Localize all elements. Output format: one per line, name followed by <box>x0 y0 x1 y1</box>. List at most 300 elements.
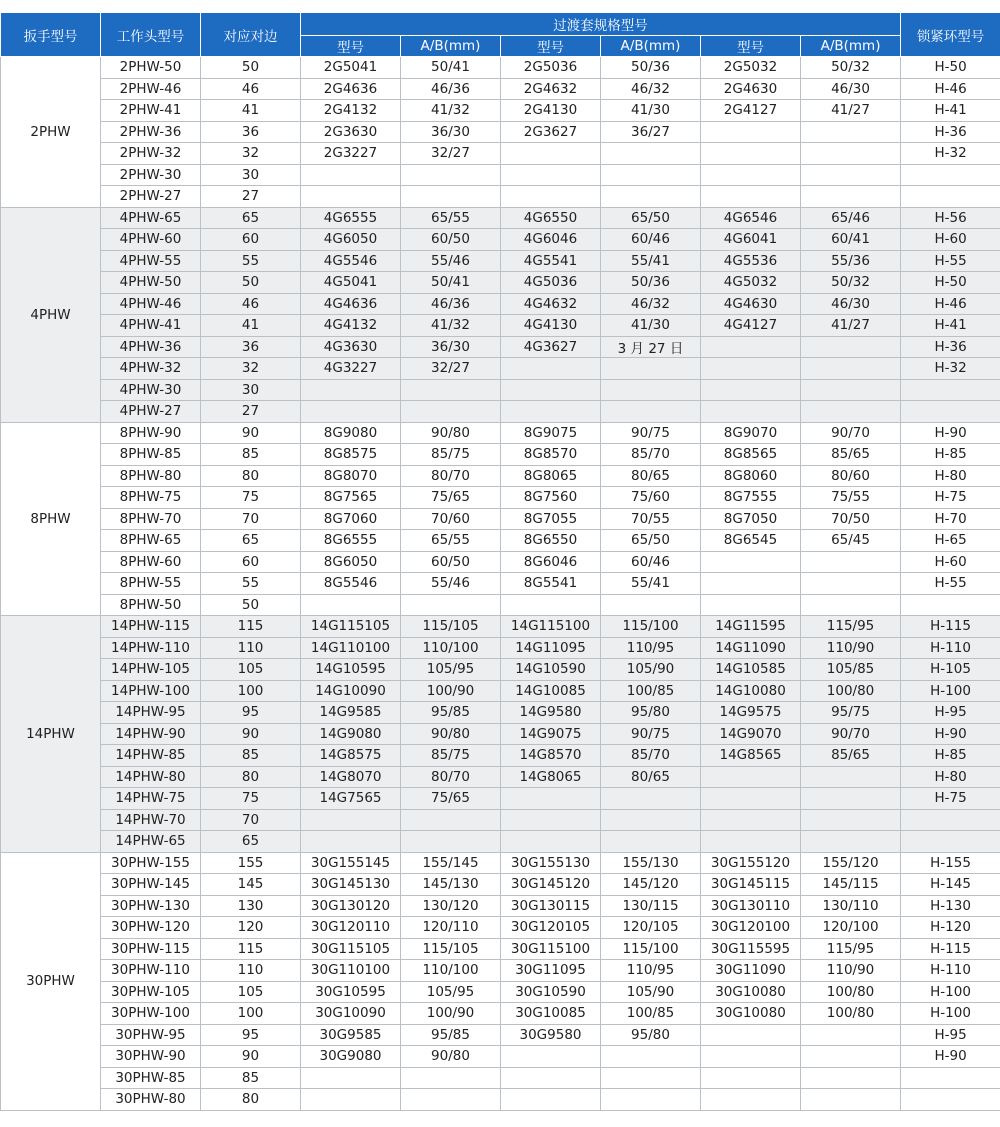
adapter-ab-3-cell <box>801 1067 901 1089</box>
table-row <box>1 250 1000 272</box>
lock-ring-cell: H-100 <box>901 1003 1000 1025</box>
wrench-model-cell: 8PHW <box>1 422 101 616</box>
across-flats-cell: 105 <box>201 981 301 1003</box>
lock-ring-cell <box>901 594 1000 616</box>
head-model-cell: 30PHW-105 <box>101 981 201 1003</box>
adapter-model-1-cell <box>301 164 401 186</box>
across-flats-cell: 85 <box>201 1067 301 1089</box>
lock-ring-cell: H-46 <box>901 293 1000 315</box>
adapter-ab-2-cell: 50/36 <box>601 57 701 79</box>
adapter-ab-2-cell <box>601 164 701 186</box>
adapter-ab-3-cell: 41/27 <box>801 315 901 337</box>
adapter-model-2-cell: 30G11095 <box>501 960 601 982</box>
table-row <box>1 809 1000 831</box>
adapter-ab-1-cell: 50/41 <box>401 272 501 294</box>
across-flats-cell: 36 <box>201 336 301 358</box>
head-model-cell: 14PHW-80 <box>101 766 201 788</box>
adapter-model-2-cell <box>501 379 601 401</box>
table-row <box>1 874 1000 896</box>
table-row <box>1 1024 1000 1046</box>
adapter-model-1-cell: 8G5546 <box>301 573 401 595</box>
adapter-ab-1-cell: 130/120 <box>401 895 501 917</box>
head-model-cell: 8PHW-75 <box>101 487 201 509</box>
table-row <box>1 852 1000 874</box>
adapter-model-1-cell: 30G9585 <box>301 1024 401 1046</box>
adapter-model-1-cell <box>301 594 401 616</box>
lock-ring-cell: H-95 <box>901 702 1000 724</box>
adapter-ab-1-cell <box>401 379 501 401</box>
table-row <box>1 358 1000 380</box>
across-flats-cell: 60 <box>201 229 301 251</box>
lock-ring-cell: H-130 <box>901 895 1000 917</box>
adapter-model-2-cell: 4G6550 <box>501 207 601 229</box>
adapter-ab-2-cell <box>601 1046 701 1068</box>
adapter-ab-1-cell: 55/46 <box>401 250 501 272</box>
across-flats-cell: 80 <box>201 1089 301 1111</box>
adapter-model-2-cell: 4G5541 <box>501 250 601 272</box>
adapter-ab-1-cell <box>401 809 501 831</box>
adapter-model-2-cell: 30G130115 <box>501 895 601 917</box>
lock-ring-cell: H-36 <box>901 336 1000 358</box>
head-model-cell: 30PHW-145 <box>101 874 201 896</box>
head-model-cell: 4PHW-27 <box>101 401 201 423</box>
adapter-model-2-cell: 4G4130 <box>501 315 601 337</box>
across-flats-cell: 120 <box>201 917 301 939</box>
adapter-ab-2-cell <box>601 809 701 831</box>
lock-ring-cell: H-41 <box>901 100 1000 122</box>
adapter-ab-3-cell: 100/80 <box>801 981 901 1003</box>
adapter-model-1-cell: 8G8575 <box>301 444 401 466</box>
lock-ring-cell: H-90 <box>901 1046 1000 1068</box>
head-model-cell: 2PHW-50 <box>101 57 201 79</box>
head-model-cell: 2PHW-41 <box>101 100 201 122</box>
wrench-model-cell: 14PHW <box>1 616 101 853</box>
adapter-ab-3-cell: 90/70 <box>801 422 901 444</box>
head-model-cell: 8PHW-55 <box>101 573 201 595</box>
adapter-model-2-cell: 2G4632 <box>501 78 601 100</box>
adapter-model-1-cell: 14G8070 <box>301 766 401 788</box>
across-flats-cell: 55 <box>201 573 301 595</box>
adapter-model-1-cell: 30G10595 <box>301 981 401 1003</box>
lock-ring-cell: H-36 <box>901 121 1000 143</box>
adapter-ab-1-cell: 36/30 <box>401 336 501 358</box>
adapter-ab-2-cell: 46/32 <box>601 293 701 315</box>
head-model-cell: 2PHW-46 <box>101 78 201 100</box>
adapter-model-3-cell <box>701 788 801 810</box>
table-row <box>1 444 1000 466</box>
head-model-cell: 14PHW-105 <box>101 659 201 681</box>
head-model-cell: 2PHW-27 <box>101 186 201 208</box>
header-head-model: 工作头型号 <box>101 13 201 57</box>
adapter-model-2-cell: 4G6046 <box>501 229 601 251</box>
adapter-model-3-cell: 8G8565 <box>701 444 801 466</box>
adapter-model-3-cell <box>701 831 801 853</box>
adapter-model-3-cell: 8G9070 <box>701 422 801 444</box>
adapter-model-3-cell <box>701 551 801 573</box>
adapter-ab-2-cell: 105/90 <box>601 659 701 681</box>
adapter-ab-1-cell: 115/105 <box>401 938 501 960</box>
adapter-ab-2-cell: 100/85 <box>601 680 701 702</box>
lock-ring-cell: H-75 <box>901 487 1000 509</box>
across-flats-cell: 60 <box>201 551 301 573</box>
adapter-model-3-cell <box>701 164 801 186</box>
across-flats-cell: 85 <box>201 444 301 466</box>
adapter-model-3-cell: 8G7555 <box>701 487 801 509</box>
lock-ring-cell: H-90 <box>901 723 1000 745</box>
table-row <box>1 938 1000 960</box>
wrench-model-cell: 2PHW <box>1 57 101 208</box>
across-flats-cell: 80 <box>201 465 301 487</box>
across-flats-cell: 65 <box>201 831 301 853</box>
adapter-model-3-cell: 14G8565 <box>701 745 801 767</box>
across-flats-cell: 95 <box>201 1024 301 1046</box>
adapter-ab-3-cell: 60/41 <box>801 229 901 251</box>
header-adapter-model-3: 型号 <box>701 36 801 57</box>
adapter-model-1-cell: 30G110100 <box>301 960 401 982</box>
lock-ring-cell: H-155 <box>901 852 1000 874</box>
adapter-ab-1-cell: 100/90 <box>401 680 501 702</box>
adapter-model-2-cell: 2G4130 <box>501 100 601 122</box>
lock-ring-cell: H-55 <box>901 250 1000 272</box>
adapter-ab-2-cell: 85/70 <box>601 745 701 767</box>
table-body <box>1 57 1000 1111</box>
lock-ring-cell: H-80 <box>901 465 1000 487</box>
adapter-model-1-cell: 4G4636 <box>301 293 401 315</box>
head-model-cell: 4PHW-30 <box>101 379 201 401</box>
adapter-ab-1-cell <box>401 594 501 616</box>
table-row <box>1 336 1000 358</box>
adapter-model-3-cell: 30G145115 <box>701 874 801 896</box>
table-row <box>1 207 1000 229</box>
adapter-ab-2-cell: 65/50 <box>601 530 701 552</box>
adapter-model-3-cell <box>701 143 801 165</box>
adapter-model-2-cell: 30G145120 <box>501 874 601 896</box>
header-wrench-model: 扳手型号 <box>1 13 101 57</box>
table-row <box>1 659 1000 681</box>
lock-ring-cell: H-70 <box>901 508 1000 530</box>
adapter-model-2-cell: 14G8570 <box>501 745 601 767</box>
across-flats-cell: 105 <box>201 659 301 681</box>
adapter-model-1-cell: 30G155145 <box>301 852 401 874</box>
adapter-model-3-cell: 4G5032 <box>701 272 801 294</box>
adapter-ab-2-cell: 80/65 <box>601 465 701 487</box>
adapter-model-1-cell: 4G3630 <box>301 336 401 358</box>
adapter-model-1-cell: 8G7060 <box>301 508 401 530</box>
adapter-model-1-cell: 30G115105 <box>301 938 401 960</box>
adapter-ab-3-cell: 50/32 <box>801 57 901 79</box>
adapter-ab-1-cell: 120/110 <box>401 917 501 939</box>
adapter-model-2-cell: 14G9580 <box>501 702 601 724</box>
adapter-model-2-cell <box>501 358 601 380</box>
adapter-ab-1-cell: 41/32 <box>401 100 501 122</box>
head-model-cell: 14PHW-70 <box>101 809 201 831</box>
adapter-ab-1-cell <box>401 831 501 853</box>
head-model-cell: 30PHW-130 <box>101 895 201 917</box>
across-flats-cell: 30 <box>201 164 301 186</box>
table-row <box>1 315 1000 337</box>
adapter-model-3-cell: 30G120100 <box>701 917 801 939</box>
lock-ring-cell: H-60 <box>901 551 1000 573</box>
adapter-model-1-cell: 14G110100 <box>301 637 401 659</box>
adapter-model-1-cell <box>301 401 401 423</box>
table-row <box>1 1067 1000 1089</box>
adapter-model-3-cell: 2G4127 <box>701 100 801 122</box>
lock-ring-cell <box>901 831 1000 853</box>
adapter-ab-2-cell: 3 月 27 日 <box>601 336 701 358</box>
adapter-ab-2-cell: 155/130 <box>601 852 701 874</box>
adapter-ab-3-cell <box>801 358 901 380</box>
adapter-ab-2-cell: 115/100 <box>601 616 701 638</box>
table-row <box>1 229 1000 251</box>
table-row <box>1 702 1000 724</box>
adapter-ab-3-cell: 80/60 <box>801 465 901 487</box>
table-row <box>1 465 1000 487</box>
adapter-ab-2-cell: 110/95 <box>601 960 701 982</box>
adapter-model-3-cell: 14G11595 <box>701 616 801 638</box>
table-row <box>1 272 1000 294</box>
adapter-ab-3-cell <box>801 594 901 616</box>
adapter-model-1-cell <box>301 831 401 853</box>
adapter-model-2-cell: 8G6550 <box>501 530 601 552</box>
adapter-ab-3-cell: 85/65 <box>801 745 901 767</box>
adapter-model-1-cell: 30G9080 <box>301 1046 401 1068</box>
adapter-ab-3-cell <box>801 186 901 208</box>
table-row <box>1 143 1000 165</box>
across-flats-cell: 90 <box>201 422 301 444</box>
head-model-cell: 4PHW-46 <box>101 293 201 315</box>
lock-ring-cell: H-120 <box>901 917 1000 939</box>
head-model-cell: 8PHW-85 <box>101 444 201 466</box>
adapter-model-2-cell: 30G155130 <box>501 852 601 874</box>
table-row <box>1 186 1000 208</box>
table-row <box>1 293 1000 315</box>
adapter-ab-2-cell: 95/80 <box>601 702 701 724</box>
adapter-ab-3-cell: 55/36 <box>801 250 901 272</box>
adapter-ab-2-cell: 46/32 <box>601 78 701 100</box>
adapter-ab-3-cell <box>801 401 901 423</box>
across-flats-cell: 155 <box>201 852 301 874</box>
across-flats-cell: 115 <box>201 938 301 960</box>
adapter-model-2-cell: 4G3627 <box>501 336 601 358</box>
header-adapter-model-1: 型号 <box>301 36 401 57</box>
adapter-ab-3-cell: 50/32 <box>801 272 901 294</box>
adapter-model-1-cell: 14G9080 <box>301 723 401 745</box>
adapter-model-3-cell <box>701 186 801 208</box>
head-model-cell: 30PHW-95 <box>101 1024 201 1046</box>
adapter-ab-2-cell <box>601 831 701 853</box>
lock-ring-cell: H-110 <box>901 960 1000 982</box>
adapter-ab-1-cell: 95/85 <box>401 1024 501 1046</box>
adapter-model-1-cell <box>301 1089 401 1111</box>
adapter-model-2-cell: 30G10085 <box>501 1003 601 1025</box>
table-row <box>1 487 1000 509</box>
adapter-ab-3-cell <box>801 336 901 358</box>
adapter-ab-3-cell <box>801 788 901 810</box>
table-row <box>1 401 1000 423</box>
adapter-model-1-cell: 8G8070 <box>301 465 401 487</box>
adapter-ab-2-cell: 120/105 <box>601 917 701 939</box>
adapter-model-1-cell <box>301 809 401 831</box>
adapter-ab-1-cell <box>401 186 501 208</box>
lock-ring-cell: H-105 <box>901 659 1000 681</box>
adapter-ab-3-cell <box>801 831 901 853</box>
adapter-model-1-cell: 8G6050 <box>301 551 401 573</box>
adapter-model-3-cell: 4G6546 <box>701 207 801 229</box>
adapter-ab-3-cell: 46/30 <box>801 293 901 315</box>
lock-ring-cell: H-32 <box>901 358 1000 380</box>
lock-ring-cell: H-115 <box>901 616 1000 638</box>
adapter-model-1-cell: 4G6050 <box>301 229 401 251</box>
adapter-ab-3-cell: 110/90 <box>801 637 901 659</box>
across-flats-cell: 80 <box>201 766 301 788</box>
across-flats-cell: 130 <box>201 895 301 917</box>
across-flats-cell: 85 <box>201 745 301 767</box>
head-model-cell: 8PHW-65 <box>101 530 201 552</box>
adapter-ab-1-cell: 65/55 <box>401 530 501 552</box>
head-model-cell: 8PHW-80 <box>101 465 201 487</box>
adapter-ab-2-cell <box>601 358 701 380</box>
lock-ring-cell: H-32 <box>901 143 1000 165</box>
adapter-ab-1-cell: 50/41 <box>401 57 501 79</box>
head-model-cell: 4PHW-65 <box>101 207 201 229</box>
adapter-ab-3-cell: 120/100 <box>801 917 901 939</box>
table-row <box>1 917 1000 939</box>
adapter-model-2-cell: 14G11095 <box>501 637 601 659</box>
adapter-model-2-cell: 2G5036 <box>501 57 601 79</box>
adapter-ab-2-cell: 41/30 <box>601 315 701 337</box>
adapter-model-1-cell: 8G7565 <box>301 487 401 509</box>
adapter-ab-1-cell <box>401 1067 501 1089</box>
adapter-model-3-cell: 8G6545 <box>701 530 801 552</box>
header-lock-ring: 锁紧环型号 <box>901 13 1000 57</box>
adapter-model-2-cell: 8G8065 <box>501 465 601 487</box>
across-flats-cell: 110 <box>201 960 301 982</box>
adapter-model-3-cell <box>701 121 801 143</box>
spec-table-container <box>0 12 1000 1111</box>
table-row <box>1 1089 1000 1111</box>
adapter-model-2-cell: 8G8570 <box>501 444 601 466</box>
adapter-model-3-cell: 30G10080 <box>701 981 801 1003</box>
head-model-cell: 30PHW-115 <box>101 938 201 960</box>
lock-ring-cell <box>901 164 1000 186</box>
adapter-ab-3-cell <box>801 766 901 788</box>
adapter-ab-2-cell: 95/80 <box>601 1024 701 1046</box>
adapter-model-3-cell: 14G9575 <box>701 702 801 724</box>
table-header <box>1 13 1000 57</box>
adapter-ab-1-cell: 32/27 <box>401 358 501 380</box>
lock-ring-cell: H-46 <box>901 78 1000 100</box>
header-adapter-ab-1: A/B(mm) <box>401 36 501 57</box>
adapter-model-3-cell: 4G4630 <box>701 293 801 315</box>
head-model-cell: 30PHW-120 <box>101 917 201 939</box>
adapter-model-3-cell <box>701 358 801 380</box>
adapter-ab-1-cell: 60/50 <box>401 229 501 251</box>
across-flats-cell: 145 <box>201 874 301 896</box>
table-row <box>1 788 1000 810</box>
head-model-cell: 14PHW-75 <box>101 788 201 810</box>
adapter-model-2-cell: 8G9075 <box>501 422 601 444</box>
adapter-model-2-cell: 8G5541 <box>501 573 601 595</box>
adapter-ab-1-cell: 32/27 <box>401 143 501 165</box>
adapter-ab-3-cell <box>801 809 901 831</box>
adapter-model-3-cell <box>701 766 801 788</box>
adapter-model-3-cell <box>701 809 801 831</box>
table-row <box>1 530 1000 552</box>
table-row <box>1 831 1000 853</box>
adapter-model-3-cell <box>701 1046 801 1068</box>
across-flats-cell: 46 <box>201 78 301 100</box>
adapter-model-2-cell <box>501 809 601 831</box>
across-flats-cell: 95 <box>201 702 301 724</box>
head-model-cell: 14PHW-115 <box>101 616 201 638</box>
lock-ring-cell: H-60 <box>901 229 1000 251</box>
across-flats-cell: 41 <box>201 315 301 337</box>
across-flats-cell: 70 <box>201 809 301 831</box>
adapter-model-2-cell <box>501 186 601 208</box>
lock-ring-cell: H-80 <box>901 766 1000 788</box>
adapter-model-3-cell: 30G115595 <box>701 938 801 960</box>
lock-ring-cell: H-55 <box>901 573 1000 595</box>
header-adapter-ab-3: A/B(mm) <box>801 36 901 57</box>
adapter-model-1-cell: 14G115105 <box>301 616 401 638</box>
table-row <box>1 616 1000 638</box>
head-model-cell: 30PHW-100 <box>101 1003 201 1025</box>
adapter-ab-2-cell: 60/46 <box>601 229 701 251</box>
adapter-model-3-cell: 30G130110 <box>701 895 801 917</box>
head-model-cell: 8PHW-60 <box>101 551 201 573</box>
adapter-ab-2-cell: 80/65 <box>601 766 701 788</box>
head-model-cell: 14PHW-90 <box>101 723 201 745</box>
adapter-ab-1-cell <box>401 164 501 186</box>
across-flats-cell: 32 <box>201 358 301 380</box>
adapter-model-1-cell: 14G9585 <box>301 702 401 724</box>
adapter-ab-2-cell: 55/41 <box>601 573 701 595</box>
adapter-ab-3-cell <box>801 121 901 143</box>
adapter-ab-3-cell: 105/85 <box>801 659 901 681</box>
adapter-model-1-cell: 14G10090 <box>301 680 401 702</box>
adapter-model-2-cell <box>501 1046 601 1068</box>
lock-ring-cell: H-41 <box>901 315 1000 337</box>
across-flats-cell: 50 <box>201 57 301 79</box>
adapter-ab-2-cell: 105/90 <box>601 981 701 1003</box>
adapter-ab-3-cell: 155/120 <box>801 852 901 874</box>
head-model-cell: 14PHW-85 <box>101 745 201 767</box>
table-row <box>1 508 1000 530</box>
head-model-cell: 2PHW-36 <box>101 121 201 143</box>
adapter-ab-2-cell: 85/70 <box>601 444 701 466</box>
adapter-model-2-cell <box>501 1067 601 1089</box>
adapter-ab-2-cell: 55/41 <box>601 250 701 272</box>
adapter-ab-2-cell: 65/50 <box>601 207 701 229</box>
adapter-ab-2-cell: 41/30 <box>601 100 701 122</box>
lock-ring-cell: H-110 <box>901 637 1000 659</box>
adapter-model-1-cell <box>301 186 401 208</box>
adapter-ab-2-cell: 110/95 <box>601 637 701 659</box>
adapter-ab-1-cell: 85/75 <box>401 444 501 466</box>
adapter-model-2-cell: 8G7055 <box>501 508 601 530</box>
adapter-model-3-cell <box>701 1067 801 1089</box>
table-row <box>1 1046 1000 1068</box>
adapter-ab-1-cell: 95/85 <box>401 702 501 724</box>
adapter-model-2-cell: 8G7560 <box>501 487 601 509</box>
table-row <box>1 57 1000 79</box>
head-model-cell: 8PHW-50 <box>101 594 201 616</box>
head-model-cell: 14PHW-95 <box>101 702 201 724</box>
adapter-ab-3-cell <box>801 1024 901 1046</box>
adapter-ab-1-cell: 90/80 <box>401 422 501 444</box>
adapter-ab-1-cell: 110/100 <box>401 960 501 982</box>
adapter-ab-1-cell: 110/100 <box>401 637 501 659</box>
